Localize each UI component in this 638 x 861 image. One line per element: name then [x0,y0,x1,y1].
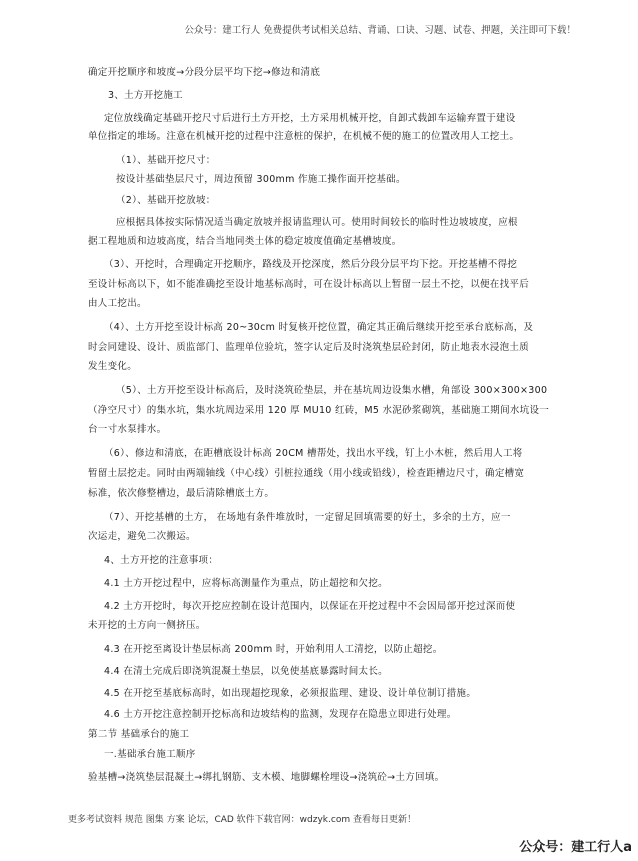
page-footer: 更多考试资料 规范 图集 方案 论坛，CAD 软件下载官网：wdzyk.com 查看每日更新！ [68,815,416,825]
body-line: 次运走，避免二次搬运。 [88,531,196,542]
body-line: 应根据具体按实际情况适当确定放坡并报请监理认可。使用时间较长的临时性边坡坡度，应根 [116,217,518,228]
body-line: （2）、基础开挖放坡： [116,195,216,206]
body-line: 至设计标高以下，如不能准确挖至设计地基标高时，可在设计标高以上暂留一层土不挖，以便在找平后 [88,279,530,290]
body-line: 未开挖的土方向一侧挤压。 [88,620,206,631]
body-line: （3）、开挖时，合理确定开挖顺序，路线及开挖深度，然后分段分层平均下挖。开挖基槽不得挖 [104,259,518,270]
body-line: 4.6 土方开挖注意控制开挖标高和边坡结构的监测，发现存在隐患立即进行处理。 [104,709,457,720]
body-line: 时会同建设、设计、质监部门、监理单位验坑，签字认定后及时浇筑垫层砼封闭，防止地表水浸泡土质 [88,342,530,353]
body-line: 3、土方开挖施工 [108,90,183,101]
watermark-text: 公众号：建工行人a [519,840,632,855]
body-line: 台一寸水泵排水。 [88,424,167,435]
body-line: 暂留土层挖走。同时由两端轴线（中心线）引桩拉通线（用小线或铅线），检查距槽边尺寸，确定槽宽 [88,468,525,479]
body-line: 确定开挖顺序和坡度→分段分层平均下挖→修边和清底 [88,67,321,78]
body-line: 4.1 土方开挖过程中，应将标高测量作为重点，防止超挖和欠挖。 [104,578,388,589]
body-line: 单位指定的堆场。注意在机械开挖的过程中注意桩的保护，在机械不便的施工的位置改用人工挖土。 [88,131,520,142]
body-line: 4、土方开挖的注意事项： [104,555,219,566]
body-line: 4.3 在开挖至离设计垫层标高 200mm 时，开始利用人工清挖，以防止超挖。 [104,644,443,655]
body-line: （4）、土方开挖至设计标高 20~30cm 时复核开挖位置，确定其正确后继续开挖至承台底标高，及 [104,322,534,333]
body-line: 定位放线确定基础开挖尺寸后进行土方开挖，土方采用机械开挖，自卸式载卸车运输弃置于建设 [104,113,516,124]
page-header: 公众号：建工行人 免费提供考试相关总结、背诵、口诀、习题、试卷、押题，关注即可下载！ [184,25,576,36]
body-line: （净空尺寸）的集水坑，集水坑周边采用 120 厚 MU10 红砖，M5 水泥砂浆砌筑，基础施工期间水坑设一 [88,405,550,416]
body-line: （6）、修边和清底，在距槽底设计标高 20CM 槽帮处，找出水平线，钉上小木桩，然后用人工将 [104,448,523,459]
body-line: 据工程地质和边坡高度，结合当地同类土体的稳定坡度值确定基槽坡度。 [88,236,402,247]
body-line: （7）、开挖基槽的土方， 在场地有条件堆放时，一定留足回填需要的好土，多余的土方，应一 [104,512,511,523]
body-line: 按设计基础垫层尺寸，周边预留 300mm 作施工操作面开挖基础。 [116,174,406,185]
body-line: 由人工挖出。 [88,298,147,309]
body-line: 4.5 在开挖至基底标高时，如出现超挖现象，必须报监理、建设、设计单位制订措施。 [104,688,477,699]
body-line: 一.基础承台施工顺序 [104,749,196,760]
body-line: （1）、基础开挖尺寸： [116,155,216,166]
body-line: 4.4 在清土完成后即浇筑混凝土垫层，以免使基底暴露时间太长。 [104,666,388,677]
body-line: 发生变化。 [88,361,138,372]
body-line: 第二节 基础承台的施工 [88,729,190,740]
body-line: 4.2 土方开挖时，每次开挖应控制在设计范围内，以保证在开挖过程中不会因局部开挖过深而使 [104,601,516,612]
body-line: 标准，依次修整槽边，最后清除槽底土方。 [88,488,275,499]
body-line: （5）、土方开挖至设计标高后，及时浇筑砼垫层，并在基坑周边设集水槽，角部设 300×300×300 [116,385,548,396]
body-line: 验基槽→浇筑垫层混凝土→绑扎钢筋、支木模、地脚螺栓埋设→浇筑砼→土方回填。 [88,772,445,783]
